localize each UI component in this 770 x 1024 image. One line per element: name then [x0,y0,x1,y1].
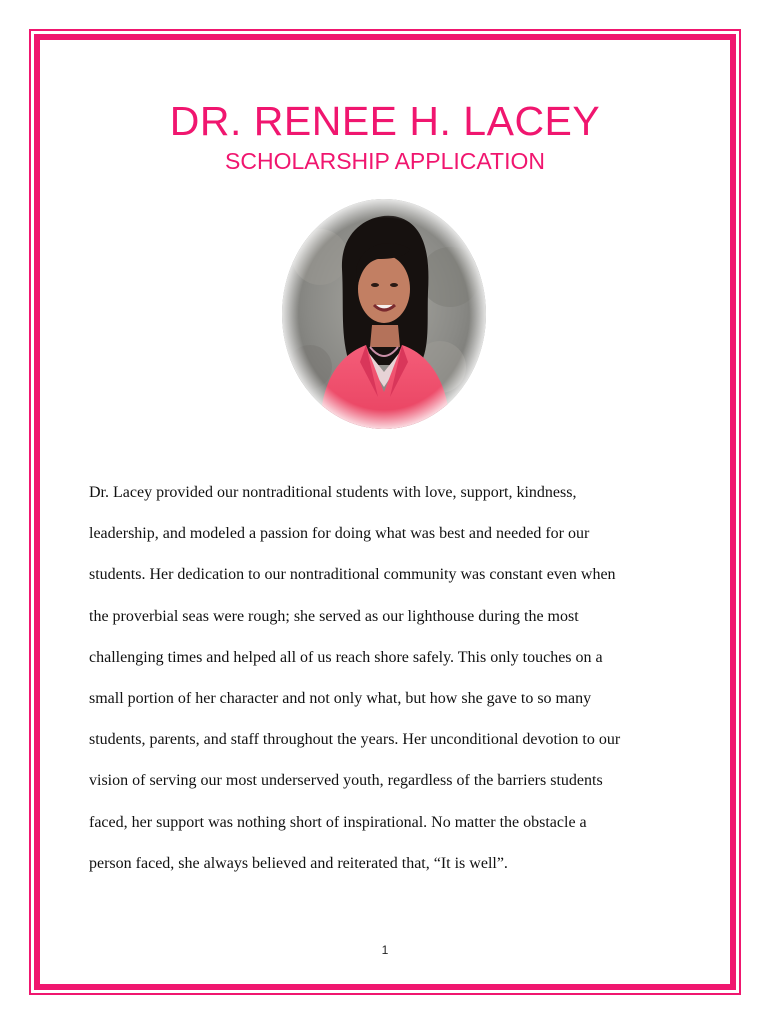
body-line: the proverbial seas were rough; she served as our lighthouse during the most [89,607,579,625]
body-line: vision of serving our most underserved youth, regardless of the barriers students [89,772,603,790]
body-line: students, parents, and staff throughout the years. Her unconditional devotion to our [89,731,621,749]
body-line: faced, her support was nothing short of inspirational. No matter the obstacle a [89,813,587,831]
page-number: 1 [381,943,389,957]
page-title: DR. RENEE H. LACEY [169,98,601,144]
body-line: leadership, and modeled a passion for doing what was best and needed for our [89,525,590,543]
body-line: challenging times and helped all of us reach shore safely. This only touches on a [89,648,603,666]
body-line: person faced, she always believed and reiterated that, “It is well”. [89,854,508,872]
portrait-photo [280,197,488,431]
body-paragraph [89,472,689,884]
page-subtitle: SCHOLARSHIP APPLICATION [225,148,545,174]
body-line: Dr. Lacey provided our nontraditional students with love, support, kindness, [89,484,577,501]
body-line: students. Her dedication to our nontraditional community was constant even when [89,566,616,584]
body-line: small portion of her character and not only what, but how she gave to so many [89,690,592,708]
